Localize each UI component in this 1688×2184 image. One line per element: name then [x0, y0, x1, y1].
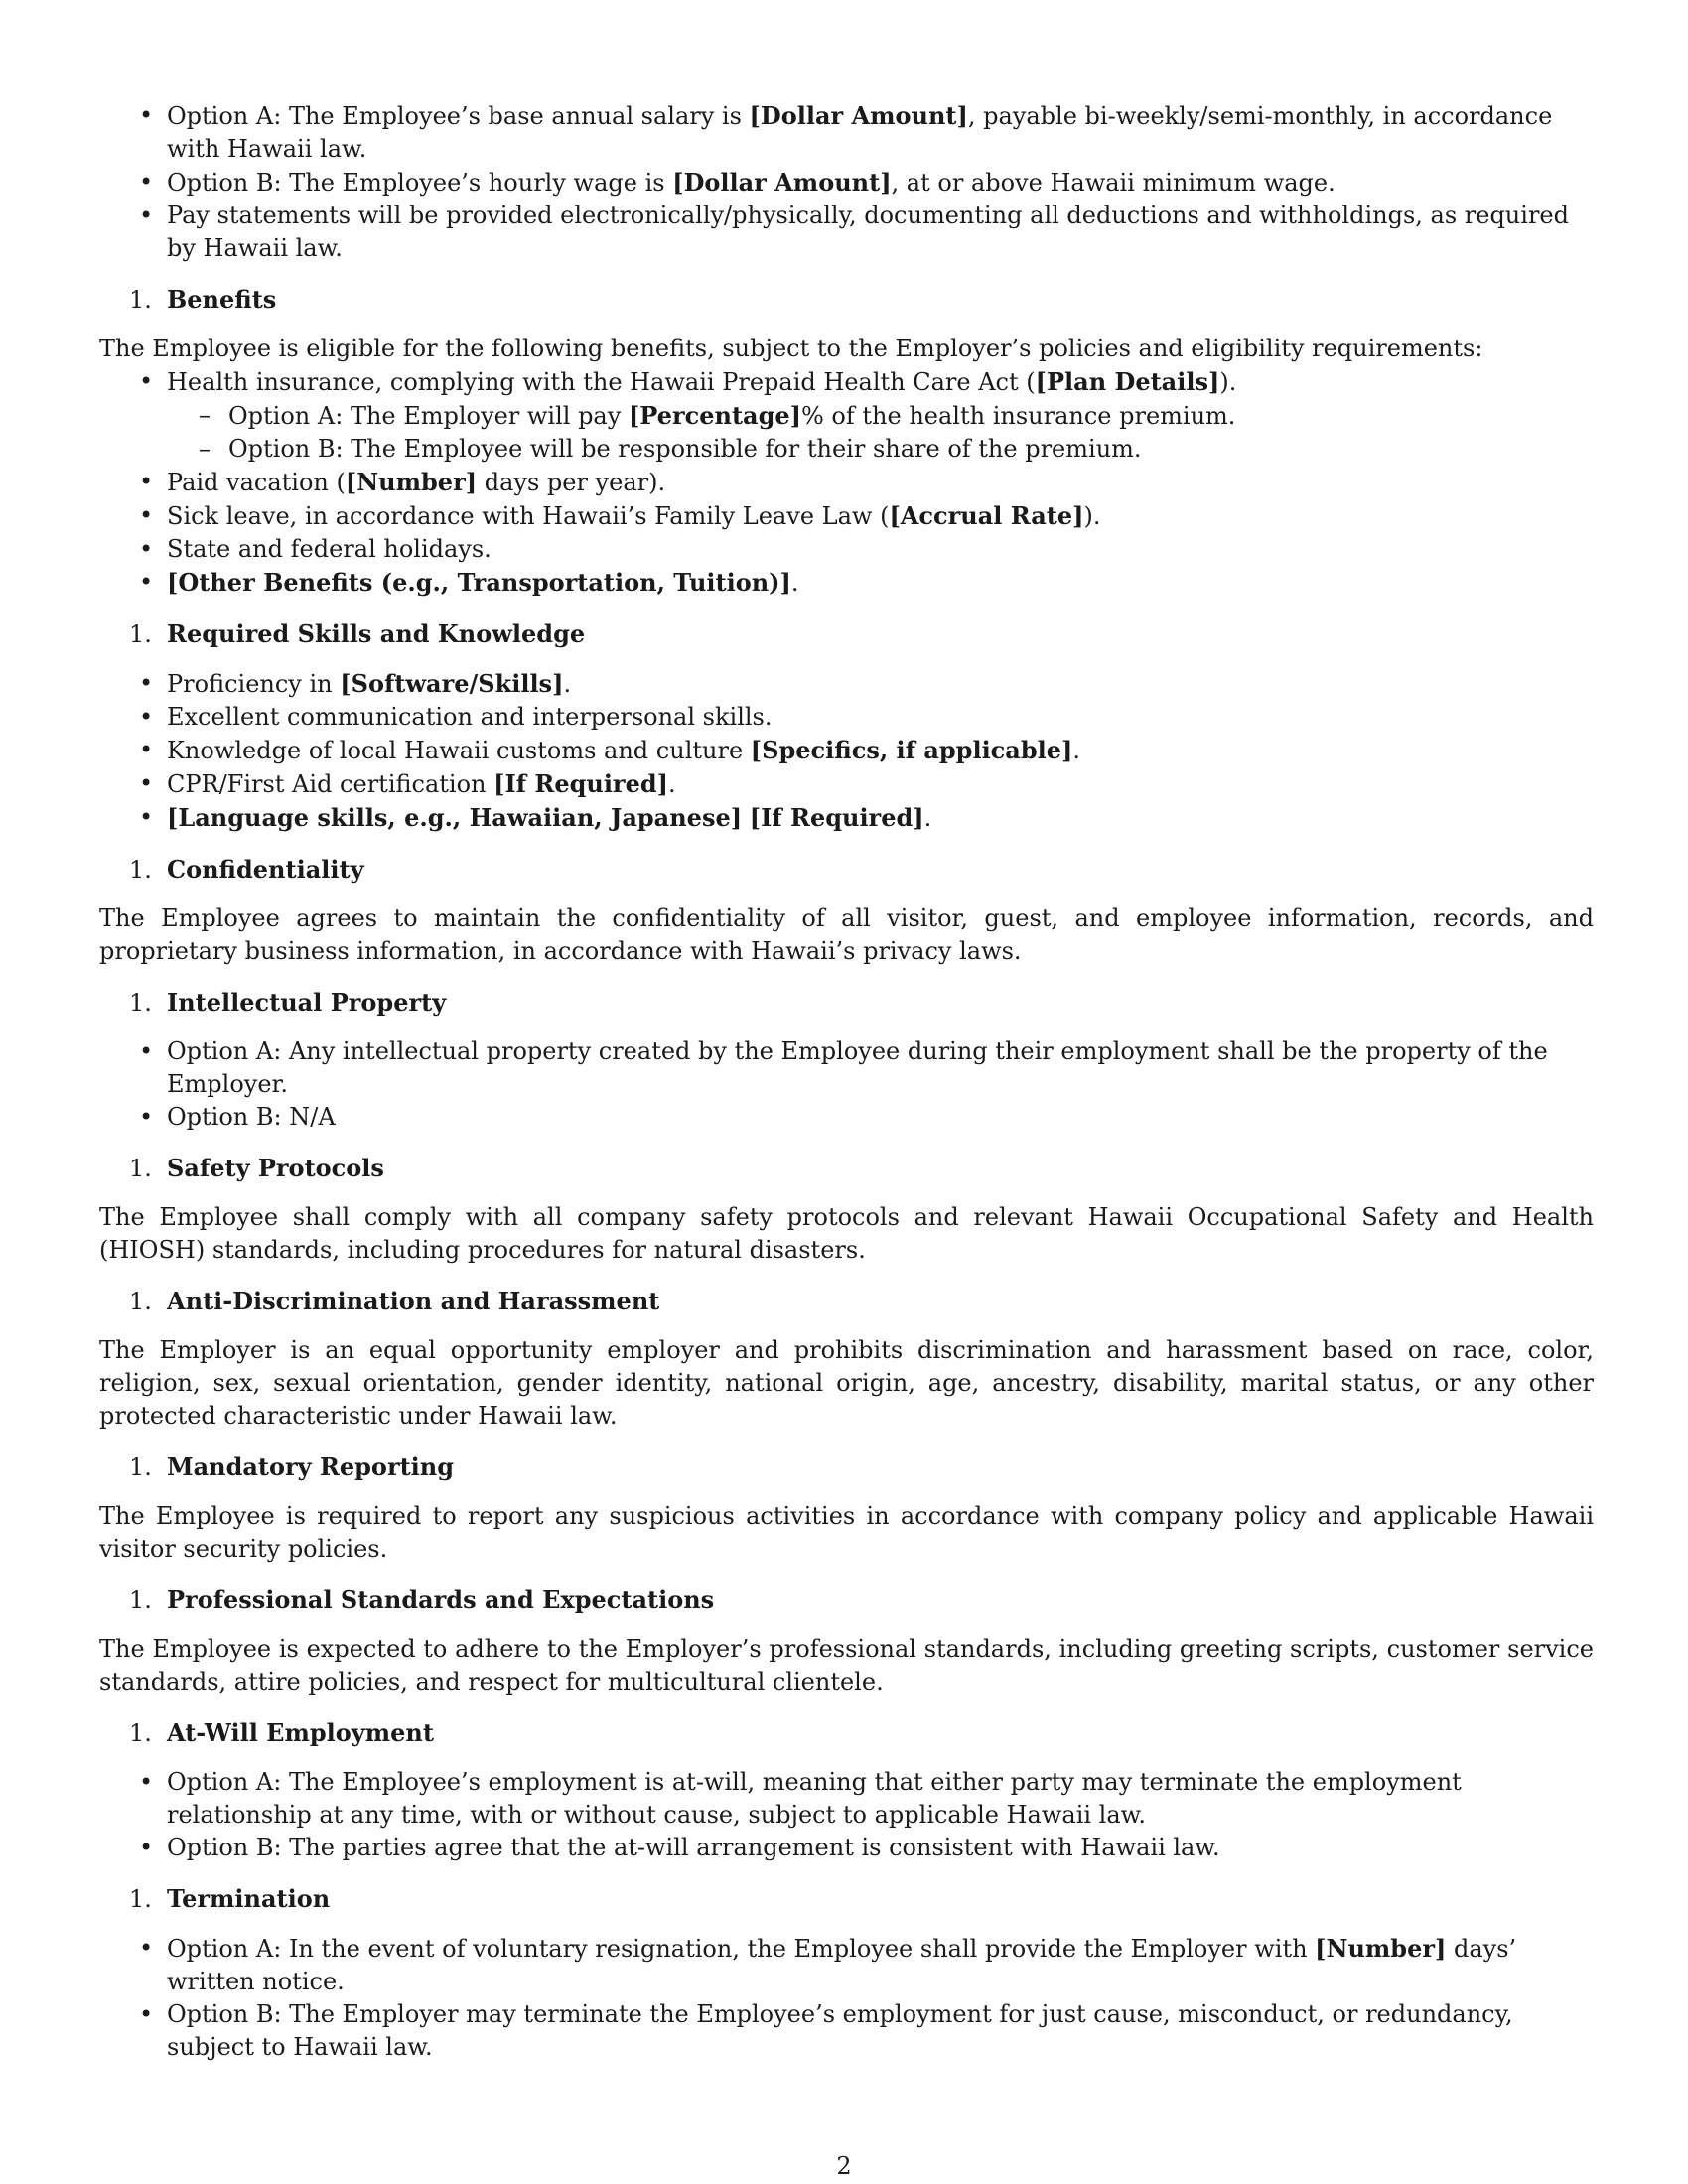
- ip-list: [99, 1035, 1594, 1134]
- list-item: • Knowledge of local Hawaii customs and culture [Specifics, if applicable].: [167, 734, 1594, 767]
- list-item: • [Language skills, e.g., Hawaiian, Japanese] [If Required].: [167, 801, 1594, 835]
- list-item: • Option A: The Employee’s employment is at-will, meaning that either party may terminate the employment relationship at any time, with or without cause, subject to applicable Hawaii law.: [167, 1766, 1594, 1832]
- list-item: – Option A: The Employer will pay [Percentage]% of the health insurance premium.: [228, 399, 1594, 433]
- section-heading-anti-discrimination: 1. Anti-Discrimination and Harassment: [129, 1287, 660, 1315]
- list-item: • CPR/First Aid certification [If Required].: [167, 767, 1594, 801]
- list-item: • Option B: The Employer may terminate the Employee’s employment for just cause, misconduct, or redundancy, subject to Hawaii law.: [167, 1998, 1594, 2064]
- section-heading-confidentiality: 1. Confidentiality: [129, 855, 364, 884]
- list-item: • Sick leave, in accordance with Hawaii’s Family Leave Law ([Accrual Rate]).: [167, 499, 1594, 533]
- list-item: • Option B: The parties agree that the at-will arrangement is consistent with Hawaii law.: [167, 1832, 1594, 1864]
- list-item: • Option A: The Employee’s base annual salary is [Dollar Amount], payable bi-weekly/semi-monthly, in accordance with Hawaii law.: [167, 99, 1594, 166]
- anti-discrimination-text: The Employer is an equal opportunity employer and prohibits discrimination and harassment based on race, color, religion, sex, sexual orientation, gender identity, national origin, age, ancestry, disability, marital status, or any other protected characteristic under Hawaii law.: [99, 1336, 1594, 1430]
- page-number: 2: [836, 2152, 852, 2180]
- section-heading-intellectual-property: 1. Intellectual Property: [129, 988, 447, 1017]
- termination-list: [99, 1932, 1594, 2064]
- section-heading-termination: 1. Termination: [129, 1884, 331, 1913]
- safety-text: The Employee shall comply with all company safety protocols and relevant Hawaii Occupational Safety and Health (HIOSH) standards, including procedures for natural disasters.: [99, 1203, 1594, 1264]
- section-heading-at-will: 1. At-Will Employment: [129, 1718, 434, 1747]
- list-item: • Option A: Any intellectual property created by the Employee during their employment shall be the property of the Employer.: [167, 1035, 1594, 1101]
- benefits-list: [99, 365, 1594, 600]
- list-item: • Pay statements will be provided electronically/physically, documenting all deductions and withholdings, as required by Hawaii law.: [167, 200, 1594, 265]
- list-item: • Option A: In the event of voluntary resignation, the Employee shall provide the Employer with [Number] days’ written notice.: [167, 1932, 1594, 1998]
- section-heading-reporting: 1. Mandatory Reporting: [129, 1452, 455, 1481]
- list-item: • Excellent communication and interpersonal skills.: [167, 701, 1594, 734]
- compensation-list: [99, 99, 1594, 265]
- health-options-list: [167, 399, 1594, 466]
- list-item: • [Other Benefits (e.g., Transportation, Tuition)].: [167, 566, 1594, 600]
- benefits-intro: The Employee is eligible for the following benefits, subject to the Employer’s policies and eligibility requirements:: [99, 335, 1483, 362]
- section-heading-benefits: 1. Benefits: [129, 285, 277, 314]
- document-body: [99, 99, 1594, 2064]
- list-item: • State and federal holidays.: [167, 533, 1594, 566]
- confidentiality-text: The Employee agrees to maintain the confidentiality of all visitor, guest, and employee information, records, and proprietary business information, in accordance with Hawaii’s privacy laws.: [99, 904, 1594, 965]
- list-item: • Health insurance, complying with the Hawaii Prepaid Health Care Act ([Plan Details]). – Option A: The Employer will pay [Percentage]% of the health insurance premium. – Option B: The Employee will be responsible for their share of the premium.: [167, 365, 1594, 466]
- list-item: – Option B: The Employee will be responsible for their share of the premium.: [228, 433, 1594, 466]
- section-heading-safety: 1. Safety Protocols: [129, 1154, 384, 1182]
- list-item: • Proficiency in [Software/Skills].: [167, 667, 1594, 701]
- skills-list: [99, 667, 1594, 835]
- standards-text: The Employee is expected to adhere to the Employer’s professional standards, including greeting scripts, customer service standards, attire policies, and respect for multicultural clientele.: [99, 1635, 1594, 1696]
- section-heading-skills: 1. Required Skills and Knowledge: [129, 619, 586, 648]
- list-item: • Option B: The Employee’s hourly wage is [Dollar Amount], at or above Hawaii minimum wage.: [167, 166, 1594, 200]
- list-item: • Option B: N/A: [167, 1101, 1594, 1134]
- section-heading-standards: 1. Professional Standards and Expectations: [129, 1585, 715, 1614]
- list-item: • Paid vacation ([Number] days per year).: [167, 466, 1594, 499]
- at-will-list: [99, 1766, 1594, 1864]
- reporting-text: The Employee is required to report any suspicious activities in accordance with company policy and applicable Hawaii visitor security policies.: [99, 1502, 1594, 1563]
